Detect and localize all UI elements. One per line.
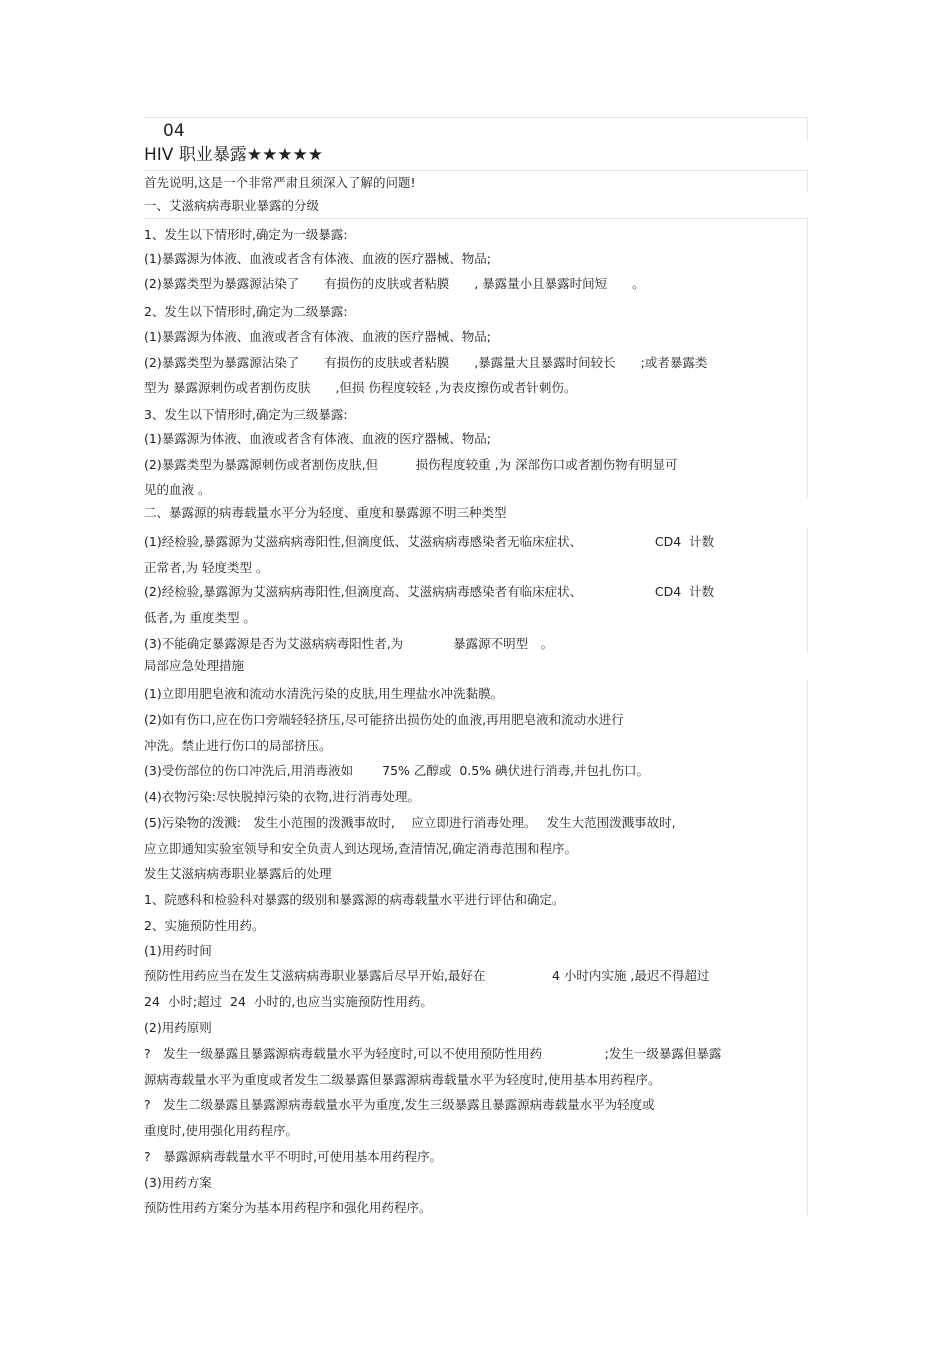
intro-text: 首先说明,这是一个非常严肃且须深入了解的问题! (144, 175, 416, 190)
text-line: 冲洗。禁止进行伤口的局部挤压。 (144, 738, 332, 753)
text-line: 低者,为 重度类型 。 (144, 610, 256, 625)
text-line: 正常者,为 轻度类型 。 (144, 560, 269, 575)
text-line: 重度时,使用强化用药程序。 (144, 1123, 298, 1138)
text-line: ? 发生一级暴露且暴露源病毒载量水平为轻度时,可以不使用预防性用药 ;发生一级暴露但暴露 (144, 1046, 722, 1061)
text-line: 预防性用药方案分为基本用药程序和强化用药程序。 (144, 1200, 432, 1215)
table-rule (144, 170, 808, 171)
text-line: 型为 暴露源刺伤或者割伤皮肤 ,但损 伤程度较轻 ,为表皮擦伤或者针刺伤。 (144, 380, 577, 395)
section-heading-grading: 一、艾滋病病毒职业暴露的分级 (144, 198, 320, 213)
table-rule (807, 170, 808, 192)
table-rule (807, 117, 808, 141)
text-line: 1、院感科和检验科对暴露的级别和暴露源的病毒载量水平进行评估和确定。 (144, 892, 565, 907)
text-line: (2)经检验,暴露源为艾滋病病毒阳性,但滴度高、艾滋病病毒感染者有临床症状、 CD4 计数 (144, 584, 715, 599)
text-line: (3)用药方案 (144, 1175, 212, 1190)
table-rule (807, 218, 808, 498)
text-line: 1、发生以下情形时,确定为一级暴露: (144, 227, 348, 242)
text-line: 2、实施预防性用药。 (144, 918, 265, 933)
text-line: (1)立即用肥皂液和流动水清洗污染的皮肤,用生理盐水冲洗黏膜。 (144, 686, 504, 701)
table-rule (144, 218, 808, 219)
text-line: 预防性用药应当在发生艾滋病病毒职业暴露后尽早开始,最好在 4 小时内实施 ,最迟不得超过 (144, 968, 710, 983)
text-line: (1)用药时间 (144, 943, 212, 958)
text-line: (2)暴露类型为暴露源沾染了 有损伤的皮肤或者粘膜 , 暴露量小且暴露时间短 。 (144, 276, 645, 291)
document-number: 04 (163, 121, 185, 141)
text-line: (1)暴露源为体液、血液或者含有体液、血液的医疗器械、物品; (144, 431, 491, 446)
text-line: (5)污染物的泼溅: 发生小范围的泼溅事故时, 应立即进行消毒处理。 发生大范围泼溅事故时, (144, 815, 676, 830)
text-line: (2)暴露类型为暴露源沾染了 有损伤的皮肤或者粘膜 ,暴露量大且暴露时间较长 ;或者暴露类 (144, 355, 708, 370)
text-line: (3)不能确定暴露源是否为艾滋病病毒阳性者,为 暴露源不明型 。 (144, 636, 554, 651)
text-line: (1)经检验,暴露源为艾滋病病毒阳性,但滴度低、艾滋病病毒感染者无临床症状、 CD4 计数 (144, 534, 715, 549)
text-line: (1)暴露源为体液、血液或者含有体液、血液的医疗器械、物品; (144, 251, 491, 266)
section-heading-viral-load: 二、暴露源的病毒载量水平分为轻度、重度和暴露源不明三种类型 (144, 505, 507, 520)
text-line: 见的血液 。 (144, 482, 211, 497)
text-line: (3)受伤部位的伤口冲洗后,用消毒液如 75% 乙醇或 0.5% 碘伏进行消毒,并包扎伤口。 (144, 763, 650, 778)
section-heading-emergency: 局部应急处理措施 (144, 658, 245, 673)
text-line: (2)如有伤口,应在伤口旁端轻轻挤压,尽可能挤出损伤处的血液,再用肥皂液和流动水进行 (144, 712, 624, 727)
text-line: (2)用药原则 (144, 1020, 212, 1035)
text-line: ? 暴露源病毒载量水平不明时,可使用基本用药程序。 (144, 1149, 443, 1164)
text-line: 2、发生以下情形时,确定为二级暴露: (144, 304, 348, 319)
text-line: (2)暴露类型为暴露源刺伤或者割伤皮肤,但 损伤程度较重 ,为 深部伤口或者割伤物有明显可 (144, 457, 678, 472)
text-line: 源病毒载量水平为重度或者发生二级暴露但暴露源病毒载量水平为轻度时,使用基本用药程序。 (144, 1072, 661, 1087)
text-line: 24 小时;超过 24 小时的,也应当实施预防性用药。 (144, 994, 433, 1009)
table-rule (807, 528, 808, 652)
text-line: ? 发生二级暴露且暴露源病毒载量水平为重度,发生三级暴露且暴露源病毒载量水平为轻度或 (144, 1097, 655, 1112)
text-line: 应立即通知实验室领导和安全负责人到达现场,查清情况,确定消毒范围和程序。 (144, 841, 577, 856)
page-title: HIV 职业暴露★★★★★ (144, 145, 324, 165)
text-line: (4)衣物污染:尽快脱掉污染的衣物,进行消毒处理。 (144, 789, 420, 804)
section-heading-post-exposure: 发生艾滋病病毒职业暴露后的处理 (144, 866, 332, 881)
table-rule (807, 680, 808, 1215)
text-line: (1)暴露源为体液、血液或者含有体液、血液的医疗器械、物品; (144, 329, 491, 344)
table-rule (144, 117, 808, 118)
text-line: 3、发生以下情形时,确定为三级暴露: (144, 407, 348, 422)
